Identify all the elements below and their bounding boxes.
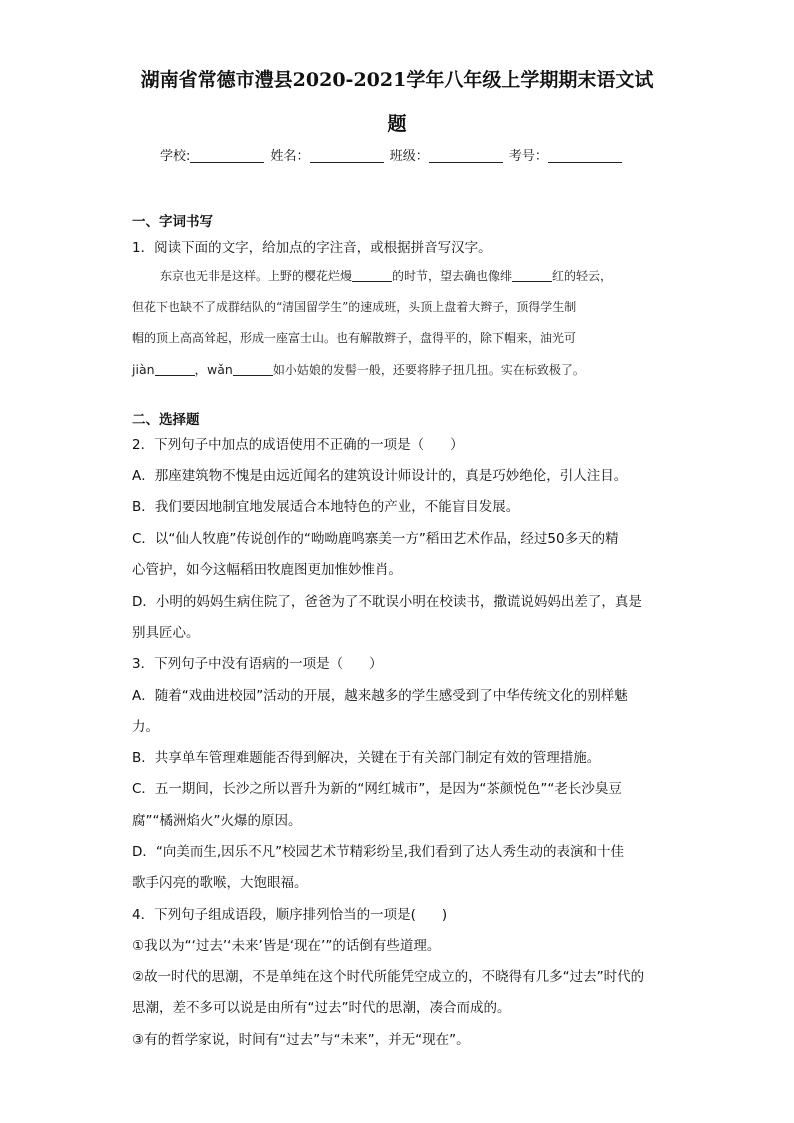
- q4-sentence-1: ①我以为“‘过去’‘未来’皆是‘现在’”的话倒有些道理。: [132, 938, 441, 954]
- exam-no-label: 考号：: [508, 149, 548, 164]
- q3-option-a-line1: A．随着“戏曲进校园”活动的开展，越来越多的学生感受到了中华传统文化的别样魅: [132, 688, 628, 704]
- section-heading-2: 二、选择题: [132, 412, 200, 428]
- pinyin-jian: jiàn: [132, 362, 155, 377]
- q2-stem-end: ）: [450, 437, 464, 453]
- q1-passage-line2: 但花下也缺不了成群结队的“清国留学生”的速成班，头顶上盘着大辫子，顶得学生制: [132, 300, 577, 314]
- q2-stem-text: 2．下列句子中加点的成语使用不正确的一项是（: [132, 437, 425, 453]
- q1-stem: 1．阅读下面的文字，给加点的字注音，或根据拼音写汉字。: [132, 240, 492, 256]
- class-blank[interactable]: [429, 148, 503, 163]
- q2-option-c-line2: 心管护，如今这幅稻田牧鹿图更加惟妙惟肖。: [132, 562, 402, 578]
- q3-stem: [132, 652, 662, 672]
- q3-option-c-line1: C．五一期间，长沙之所以晋升为新的“网红城市”，是因为“茶颜悦色”“老长沙臭豆: [132, 781, 622, 797]
- passage-text: 如小姑娘的发髻一般，还要将脖子扭几扭。实在标致极了。: [272, 363, 585, 377]
- q2-stem: [132, 433, 662, 453]
- school-label: 学校:: [160, 149, 191, 164]
- q2-option-a: A．那座建筑物不愧是由远近闻名的建筑设计师设计的，真是巧妙绝伦，引人注目。: [132, 468, 628, 484]
- class-label: 班级：: [389, 149, 429, 164]
- q2-option-b: B．我们要因地制宜地发展适合本地特色的产业，不能盲目发展。: [132, 499, 520, 515]
- name-blank[interactable]: [310, 148, 384, 163]
- q4-sentence-2-line1: ②故一时代的思潮，不是单纯在这个时代所能凭空成立的，不晓得有几多“过去”时代的: [132, 969, 645, 985]
- q3-option-d-line1: D．“向美而生,因乐不凡”校园艺术节精彩纷呈,我们看到了达人秀生动的表演和十佳: [132, 844, 624, 860]
- exam-no-blank[interactable]: [548, 148, 622, 163]
- q2-option-d-line1: D．小明的妈妈生病住院了，爸爸为了不耽误小明在校读书，撒谎说妈妈出差了，真是: [132, 594, 642, 610]
- q3-option-d-line2: 歌手闪亮的歌喉，大饱眼福。: [132, 875, 308, 891]
- q2-option-d-line2: 别具匠心。: [132, 625, 200, 641]
- answer-blank[interactable]: [352, 269, 392, 282]
- answer-blank[interactable]: [512, 269, 552, 282]
- passage-text: 东京也无非是这样。上野的樱花烂熳: [160, 269, 353, 283]
- q1-passage-line4: [132, 360, 662, 378]
- q4-sentence-2-line2: 思潮，差不多可以说是由所有“过去”时代的思潮，凑合而成的。: [132, 1000, 511, 1016]
- q3-option-b: B．共享单车管理难题能否得到解决，关键在于有关部门制定有效的管理措施。: [132, 750, 601, 766]
- q4-stem-text: 4．下列句子组成语段，顺序排列恰当的一项是(: [132, 907, 416, 923]
- q1-passage-line3: 帽的顶上高高耸起，形成一座富士山。也有解散辫子，盘得平的，除下帽来，油光可: [132, 331, 577, 345]
- q4-stem: [132, 903, 662, 923]
- q3-stem-text: 3．下列句子中没有语病的一项是（: [132, 656, 344, 672]
- answer-blank[interactable]: [233, 363, 273, 376]
- answer-blank[interactable]: [155, 363, 195, 376]
- student-info-row: [160, 145, 680, 164]
- name-label: 姓名：: [270, 149, 310, 164]
- q4-sentence-3: ③有的哲学家说，时间有“过去”与“未来”，并无“现在”。: [132, 1032, 470, 1048]
- school-blank[interactable]: [190, 148, 264, 163]
- exam-title-line2: 题: [387, 113, 407, 135]
- q4-stem-end: ): [441, 907, 448, 923]
- q3-option-c-line2: 腐”“橘洲焰火”火爆的原因。: [132, 813, 302, 829]
- pinyin-wan: ，wǎn: [194, 362, 233, 377]
- q3-option-a-line2: 力。: [132, 719, 159, 735]
- q3-stem-end: ）: [369, 656, 383, 672]
- q2-option-c-line1: C．以“仙人牧鹿”传说创作的“呦呦鹿鸣寨美一方”稻田艺术作品，经过50多天的精: [132, 531, 619, 547]
- passage-text: 红的轻云，: [552, 269, 613, 283]
- section-heading-1: 一、字词书写: [132, 214, 213, 230]
- exam-title-line1: 湖南省常德市澧县2020-2021学年八年级上学期期末语文试: [140, 69, 654, 91]
- q1-passage-line1: [160, 267, 660, 284]
- passage-text: 的时节，望去确也像绯: [392, 269, 513, 283]
